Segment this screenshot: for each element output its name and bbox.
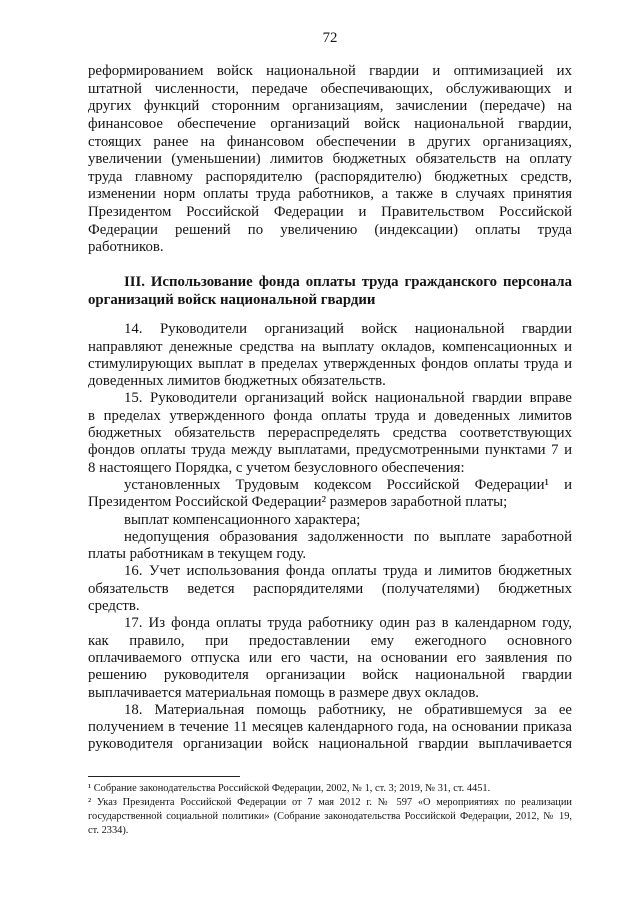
heading-line: организаций войск национальной гвардии — [88, 291, 376, 308]
text-line: изменении норм оплаты труда работников, а также в случаях принятия — [88, 186, 572, 203]
footnotes — [88, 782, 572, 838]
text-line: недопущения образования задолженности по выплате заработной — [124, 528, 572, 545]
list-item-no-arrears — [88, 529, 572, 564]
paragraph-14 — [88, 321, 572, 390]
text-line: реформированием войск национальной гвардии и оптимизацией их — [88, 63, 572, 80]
text-line: 14. Руководители организаций войск национальной гвардии — [124, 321, 572, 338]
text-line: стимулирующих выплат в пределах утвержденных фондов оплаты труда и — [88, 355, 572, 372]
text-line: работников. — [88, 239, 164, 256]
body-text — [88, 321, 572, 753]
text-line: Президентом Российской Федерации и Правительством Российской — [88, 203, 572, 220]
footnote-mark: ² — [88, 797, 92, 808]
text-line: обязательств ведется распорядителями (получателями) бюджетных — [88, 580, 572, 597]
heading-line: III. Использование фонда оплаты труда гражданского персонала — [124, 274, 572, 290]
text-line: штатной численности, передаче обеспечивающих, обслуживающих и — [88, 80, 572, 97]
footnote-line — [88, 796, 572, 810]
footnote-2 — [88, 796, 572, 838]
list-item-compensation — [88, 512, 572, 529]
text-line: стоящих ранее на финансовом обеспечении в других организациях, — [88, 133, 572, 150]
paragraph-17 — [88, 615, 572, 701]
text-line: труда главному распорядителю (распорядителю) бюджетных средств, — [88, 168, 572, 185]
text-line: 8 настоящего Порядка, с учетом безусловного обеспечения: — [88, 459, 465, 476]
footnote-separator — [88, 776, 240, 777]
text-line: других функций сторонним организациям, зачислении (передаче) на — [88, 98, 572, 115]
text-line: увеличении (уменьшении) лимитов бюджетных обязательств на оплату — [88, 151, 572, 168]
text-line: 18. Материальная помощь работнику, не обратившемуся за ее — [124, 701, 572, 718]
text-line: средств. — [88, 598, 140, 615]
text-line: 17. Из фонда оплаты труда работнику один раз в календарном году, — [124, 615, 572, 632]
text-line: Президентом Российской Федерации² размеров заработной платы; — [88, 494, 508, 511]
text-line: направляют денежные средства на выплату окладов, компенсационных и — [88, 338, 572, 355]
paragraph-15 — [88, 390, 572, 476]
list-item-labor-code — [88, 477, 572, 512]
text-line: руководителя организации войск национальной гвардии выплачивается — [88, 736, 572, 753]
page-number: 72 — [322, 30, 338, 46]
text-line: Федерации решений по увеличению (индексации) оплаты труда — [88, 221, 572, 238]
footnote-line: ст. 2334). — [88, 825, 129, 836]
footnote-line — [88, 782, 572, 796]
paragraph-18 — [88, 702, 572, 754]
text-line: решению руководителя организации войск национальной гвардии — [88, 667, 572, 684]
footnote-1 — [88, 782, 572, 796]
text-line: оплачиваемого отпуска или его части, на основании его заявления по — [88, 649, 572, 666]
continued-paragraph — [88, 63, 572, 257]
text-line: финансовое обеспечение организаций войск национальной гвардии, — [88, 115, 572, 132]
text-line: бюджетных обязательств перераспределять средства соответствующих — [88, 425, 572, 442]
text-line: 15. Руководители организаций войск национальной гвардии вправе — [124, 390, 572, 407]
text-line: установленных Трудовым кодексом Российской Федерации¹ и — [124, 476, 572, 493]
footnote-text: Указ Президента Российской Федерации от 7 мая 2012 г. № 597 «О мероприятиях по реализации — [96, 797, 572, 808]
footnote-text: Собрание законодательства Российской Федерации, 2002, № 1, ст. 3; 2019, № 31, ст. 4451. — [93, 783, 491, 794]
text-line: фондов оплаты труда между выплатами, предусмотренными пунктами 7 и — [88, 442, 572, 459]
text-line: получением в течение 11 месяцев календарного года, на основании приказа — [88, 719, 572, 736]
text-line: в пределах утвержденного фонда оплаты труда и доведенных лимитов — [88, 407, 572, 424]
text-line: выплачивается материальная помощь в размере двух окладов. — [88, 684, 480, 701]
footnote-line: государственной социальной политики» (Собрание законодательства Российской Федерации, 2012, № 19, — [88, 811, 572, 822]
text-line: как правило, при предоставлении ему ежегодного основного — [88, 632, 572, 649]
paragraph-16 — [88, 563, 572, 615]
text-line: 16. Учет использования фонда оплаты труда и лимитов бюджетных — [124, 563, 572, 580]
section-heading — [88, 274, 572, 310]
footnote-mark: ¹ — [88, 783, 92, 794]
text-line: платы работникам в текущем году. — [88, 546, 307, 563]
text-line: выплат компенсационного характера; — [124, 511, 361, 528]
text-line: доведенных лимитов бюджетных обязательств. — [88, 373, 386, 390]
